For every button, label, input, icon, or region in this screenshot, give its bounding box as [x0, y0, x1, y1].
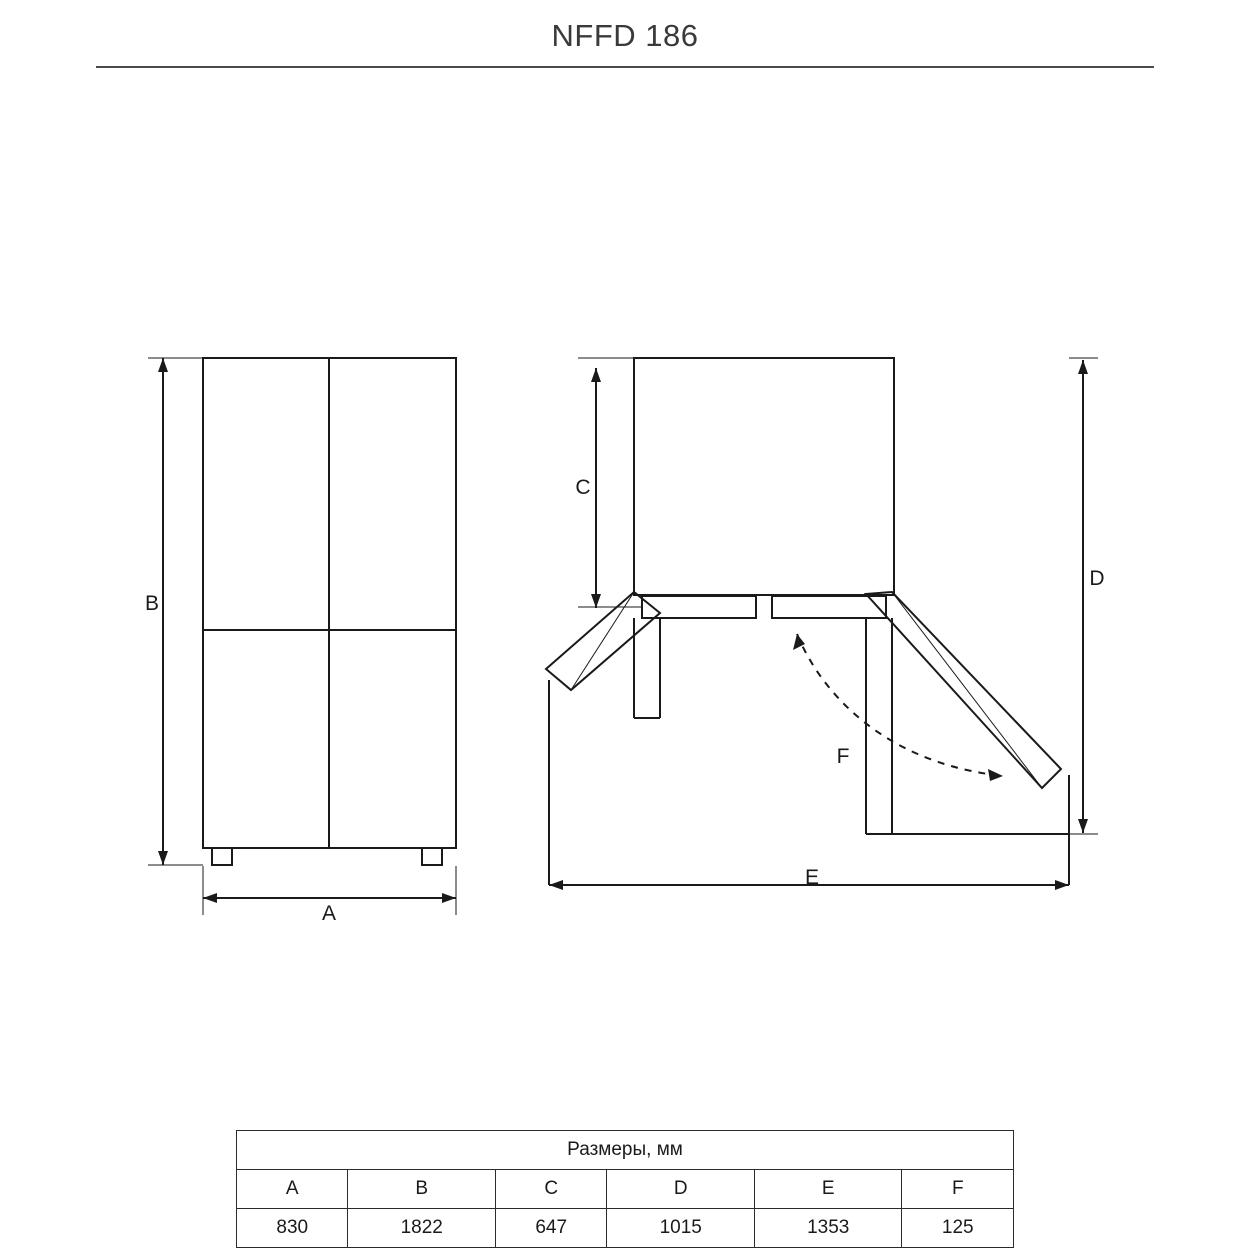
dimension-value: 1822 — [348, 1209, 496, 1248]
dimension-f-arc — [793, 634, 1003, 781]
dimension-value: 1353 — [754, 1209, 902, 1248]
table-caption: Размеры, мм — [237, 1131, 1014, 1170]
dimension-d — [1069, 358, 1098, 834]
column-header: A — [237, 1170, 348, 1209]
label-c: C — [575, 476, 591, 499]
dimension-value: 830 — [237, 1209, 348, 1248]
label-f: F — [836, 745, 850, 768]
column-header: D — [607, 1170, 755, 1209]
label-d: D — [1089, 567, 1105, 590]
column-header: F — [902, 1170, 1014, 1209]
top-view-outline — [546, 358, 1069, 885]
table-header-row — [237, 1170, 1014, 1209]
label-e: E — [804, 866, 820, 889]
dimensions-table — [236, 1130, 1014, 1248]
table-row — [237, 1209, 1014, 1248]
table-caption-row — [237, 1131, 1014, 1170]
column-header: B — [348, 1170, 496, 1209]
page-title: NFFD 186 — [551, 18, 699, 53]
dimension-value: 1015 — [607, 1209, 755, 1248]
column-header: E — [754, 1170, 902, 1209]
dimension-value: 125 — [902, 1209, 1014, 1248]
column-header: C — [495, 1170, 606, 1209]
label-b: B — [144, 592, 160, 615]
dimension-value: 647 — [495, 1209, 606, 1248]
label-a: A — [321, 902, 337, 925]
front-view-outline — [203, 358, 456, 865]
